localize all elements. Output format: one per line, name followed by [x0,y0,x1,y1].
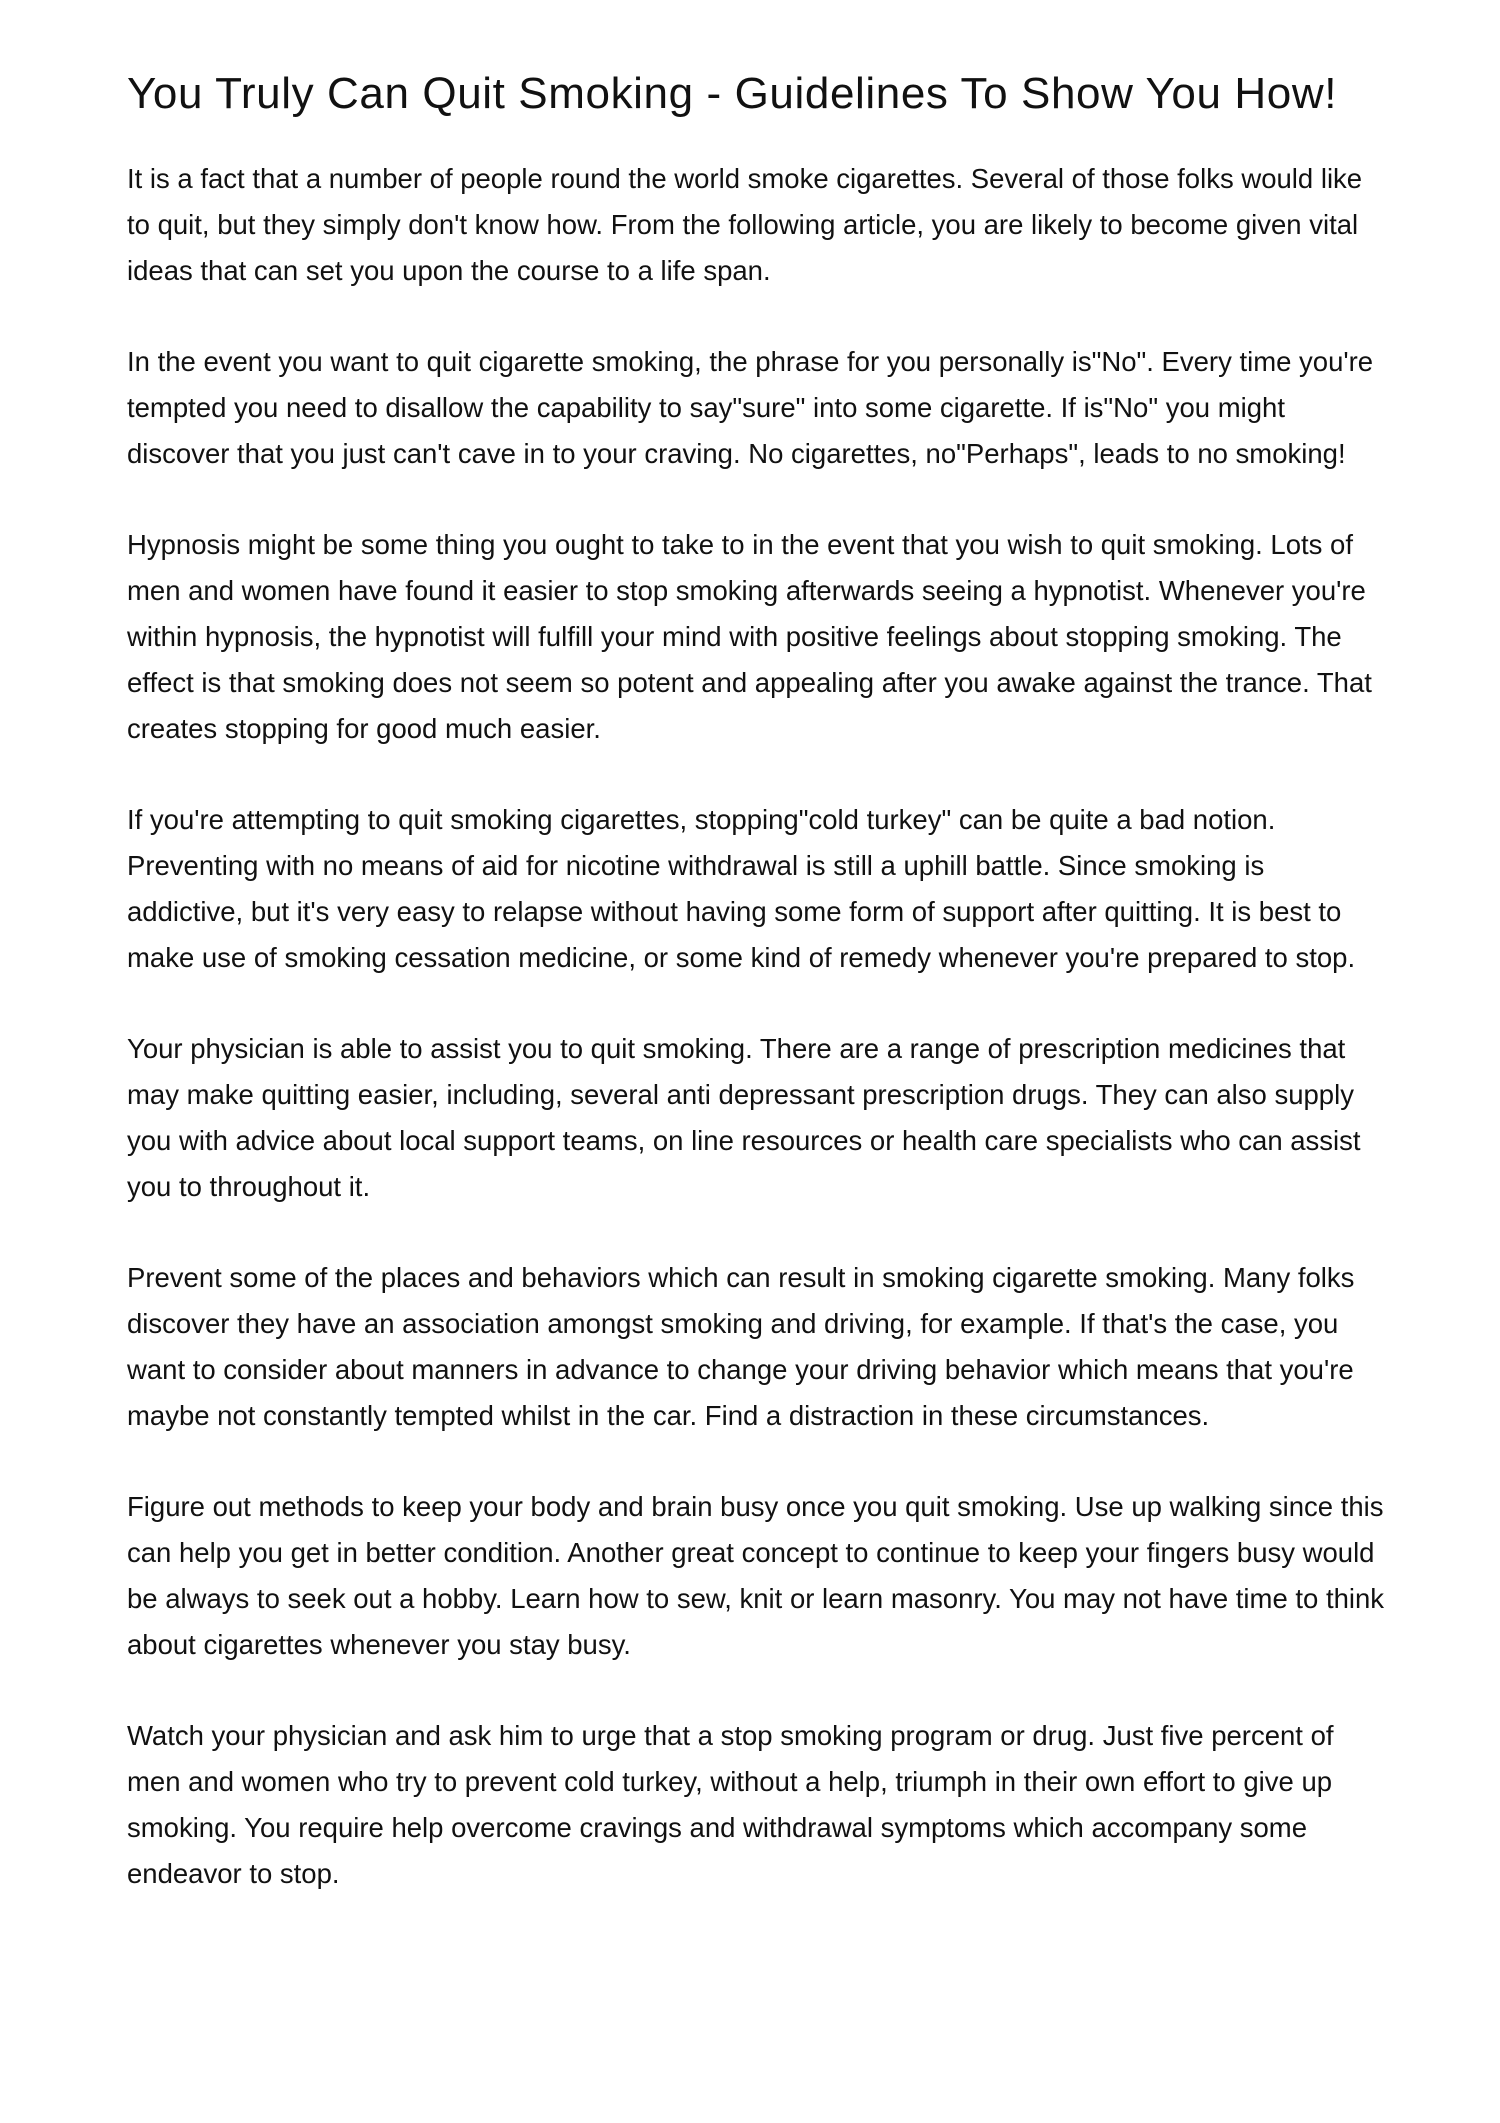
paragraph-2: In the event you want to quit cigarette smoking, the phrase for you personally is"No". Every time you're tempted you need to disallow the capability to say"sure" into some cigarette. If is"No" you might discover that you just can't cave in to your craving. No cigarettes, no"Perhaps", leads to no smoking! [127,346,1374,469]
paragraph-3: Hypnosis might be some thing you ought to take to in the event that you wish to quit smoking. Lots of men and women have found it easier to stop smoking afterwards seeing a hypnotist. Whenever you're within hypnosis, the hypnotist will fulfill your mind with positive feelings about stopping smoking. The effect is that smoking does not seem so potent and appealing after you awake against the trance. That creates stopping for good much easier. [127,529,1372,744]
document-page [127,60,1387,1942]
paragraph-5: Your physician is able to assist you to quit smoking. There are a range of prescription medicines that may make quitting easier, including, several anti depressant prescription drugs. They can also supply you with advice about local support teams, on line resources or health care specialists who can assist you to throughout it. [127,1033,1361,1202]
page-title: You Truly Can Quit Smoking - Guidelines To Show You How! [127,69,1338,118]
paragraph-8: Watch your physician and ask him to urge that a stop smoking program or drug. Just five percent of men and women who try to prevent cold turkey, without a help, triumph in their own effort to give up smoking. You require help overcome cravings and withdrawal symptoms which accompany some endeavor to stop. [127,1720,1334,1889]
paragraph-6: Prevent some of the places and behaviors which can result in smoking cigarette smoking. Many folks discover they have an association amongst smoking and driving, for example. If that's the case, you want to consider about manners in advance to change your driving behavior which means that you're maybe not constantly tempted whilst in the car. Find a distraction in these circumstances. [127,1262,1355,1431]
paragraph-1: It is a fact that a number of people round the world smoke cigarettes. Several of those folks would like to quit, but they simply don't know how. From the following article, you are likely to become given vital ideas that can set you upon the course to a life span. [127,163,1363,286]
paragraph-4: If you're attempting to quit smoking cigarettes, stopping"cold turkey" can be quite a bad notion. Preventing with no means of aid for nicotine withdrawal is still a uphill battle. Since smoking is addictive, but it's very easy to relapse without having some form of support after quitting. It is best to make use of smoking cessation medicine, or some kind of remedy whenever you're prepared to stop. [127,804,1356,973]
paragraph-7: Figure out methods to keep your body and brain busy once you quit smoking. Use up walking since this can help you get in better condition. Another great concept to continue to keep your fingers busy would be always to seek out a hobby. Learn how to sew, knit or learn masonry. You may not have time to think about cigarettes whenever you stay busy. [127,1491,1385,1660]
